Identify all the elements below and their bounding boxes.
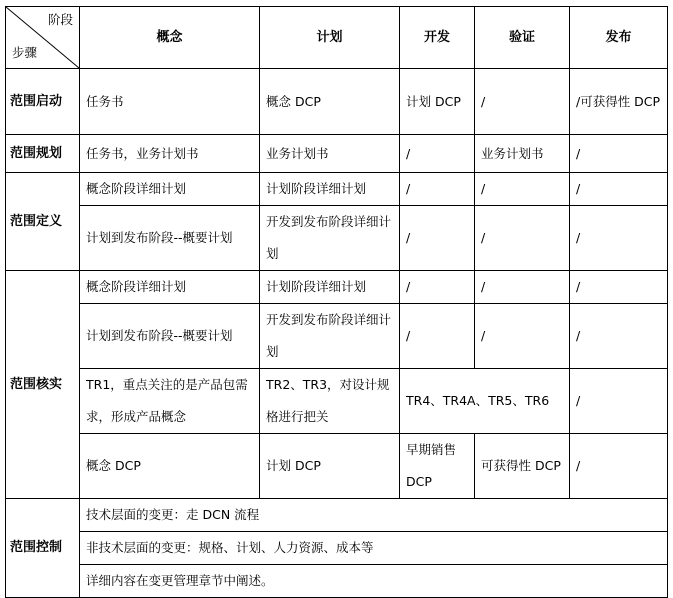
cell-planning-verify: 业务计划书 [475, 135, 570, 173]
cell-verification-dcp-verify: 可获得性 DCP [475, 434, 570, 499]
header-row [6, 7, 668, 69]
cell-launch-plan: 概念 DCP [260, 69, 400, 135]
cell-definition-2-develop: / [400, 206, 475, 271]
cell-launch-develop: 计划 DCP [400, 69, 475, 135]
cell-verification-dcp-develop: 早期销售 DCP [400, 434, 475, 499]
cell-control-line-2: 非技术层面的变更：规格、计划、人力资源、成本等 [80, 532, 668, 565]
cell-definition-2-verify: / [475, 206, 570, 271]
cell-planning-plan: 业务计划书 [260, 135, 400, 173]
cell-verification-1-develop: / [400, 271, 475, 304]
cell-definition-2-release: / [570, 206, 668, 271]
table-row-control-1 [6, 499, 668, 532]
cell-definition-2-concept: 计划到发布阶段--概要计划 [80, 206, 260, 271]
step-label-planning: 范围规划 [6, 135, 80, 173]
cell-verification-2-plan: 开发到发布阶段详细计划 [260, 304, 400, 369]
cell-verification-2-release: / [570, 304, 668, 369]
table-row-verification-tr [6, 369, 668, 434]
column-header-release: 发布 [570, 7, 668, 69]
cell-verification-tr-plan: TR2、TR3，对设计规格进行把关 [260, 369, 400, 434]
column-header-plan: 计划 [260, 7, 400, 69]
cell-control-line-1: 技术层面的变更：走 DCN 流程 [80, 499, 668, 532]
step-label-verification: 范围核实 [6, 271, 80, 499]
step-label-definition: 范围定义 [6, 173, 80, 271]
corner-step-label: 步骤 [12, 45, 38, 60]
cell-launch-concept: 任务书 [80, 69, 260, 135]
cell-verification-tr-concept: TR1，重点关注的是产品包需求，形成产品概念 [80, 369, 260, 434]
cell-verification-dcp-plan: 计划 DCP [260, 434, 400, 499]
step-label-control: 范围控制 [6, 499, 80, 598]
column-header-develop: 开发 [400, 7, 475, 69]
scope-management-table [5, 6, 668, 598]
cell-verification-1-verify: / [475, 271, 570, 304]
cell-verification-1-concept: 概念阶段详细计划 [80, 271, 260, 304]
cell-verification-2-concept: 计划到发布阶段--概要计划 [80, 304, 260, 369]
cell-definition-1-release: / [570, 173, 668, 206]
corner-cell [6, 7, 80, 69]
cell-launch-verify: / [475, 69, 570, 135]
cell-planning-develop: / [400, 135, 475, 173]
cell-definition-1-concept: 概念阶段详细计划 [80, 173, 260, 206]
corner-stage-label: 阶段 [47, 12, 73, 27]
cell-launch-release: /可获得性 DCP [570, 69, 668, 135]
cell-definition-2-plan: 开发到发布阶段详细计划 [260, 206, 400, 271]
cell-definition-1-plan: 计划阶段详细计划 [260, 173, 400, 206]
cell-verification-dcp-release: / [570, 434, 668, 499]
scope-management-table-wrapper [5, 6, 668, 598]
table-row-verification-1 [6, 271, 668, 304]
cell-verification-1-plan: 计划阶段详细计划 [260, 271, 400, 304]
cell-verification-2-verify: / [475, 304, 570, 369]
table-row-verification-dcp [6, 434, 668, 499]
cell-verification-2-develop: / [400, 304, 475, 369]
cell-definition-1-verify: / [475, 173, 570, 206]
table-row-control-2 [6, 532, 668, 565]
cell-verification-tr-release: / [570, 369, 668, 434]
column-header-verify: 验证 [475, 7, 570, 69]
cell-planning-concept: 任务书，业务计划书 [80, 135, 260, 173]
cell-planning-release: / [570, 135, 668, 173]
table-row-definition-1 [6, 173, 668, 206]
table-row-definition-2 [6, 206, 668, 271]
cell-verification-1-release: / [570, 271, 668, 304]
column-header-concept: 概念 [80, 7, 260, 69]
table-row-verification-2 [6, 304, 668, 369]
table-row-launch [6, 69, 668, 135]
step-label-launch: 范围启动 [6, 69, 80, 135]
cell-verification-tr-dev-verify: TR4、TR4A、TR5、TR6 [400, 369, 570, 434]
cell-control-line-3: 详细内容在变更管理章节中阐述。 [80, 565, 668, 598]
table-row-planning [6, 135, 668, 173]
cell-definition-1-develop: / [400, 173, 475, 206]
cell-verification-dcp-concept: 概念 DCP [80, 434, 260, 499]
